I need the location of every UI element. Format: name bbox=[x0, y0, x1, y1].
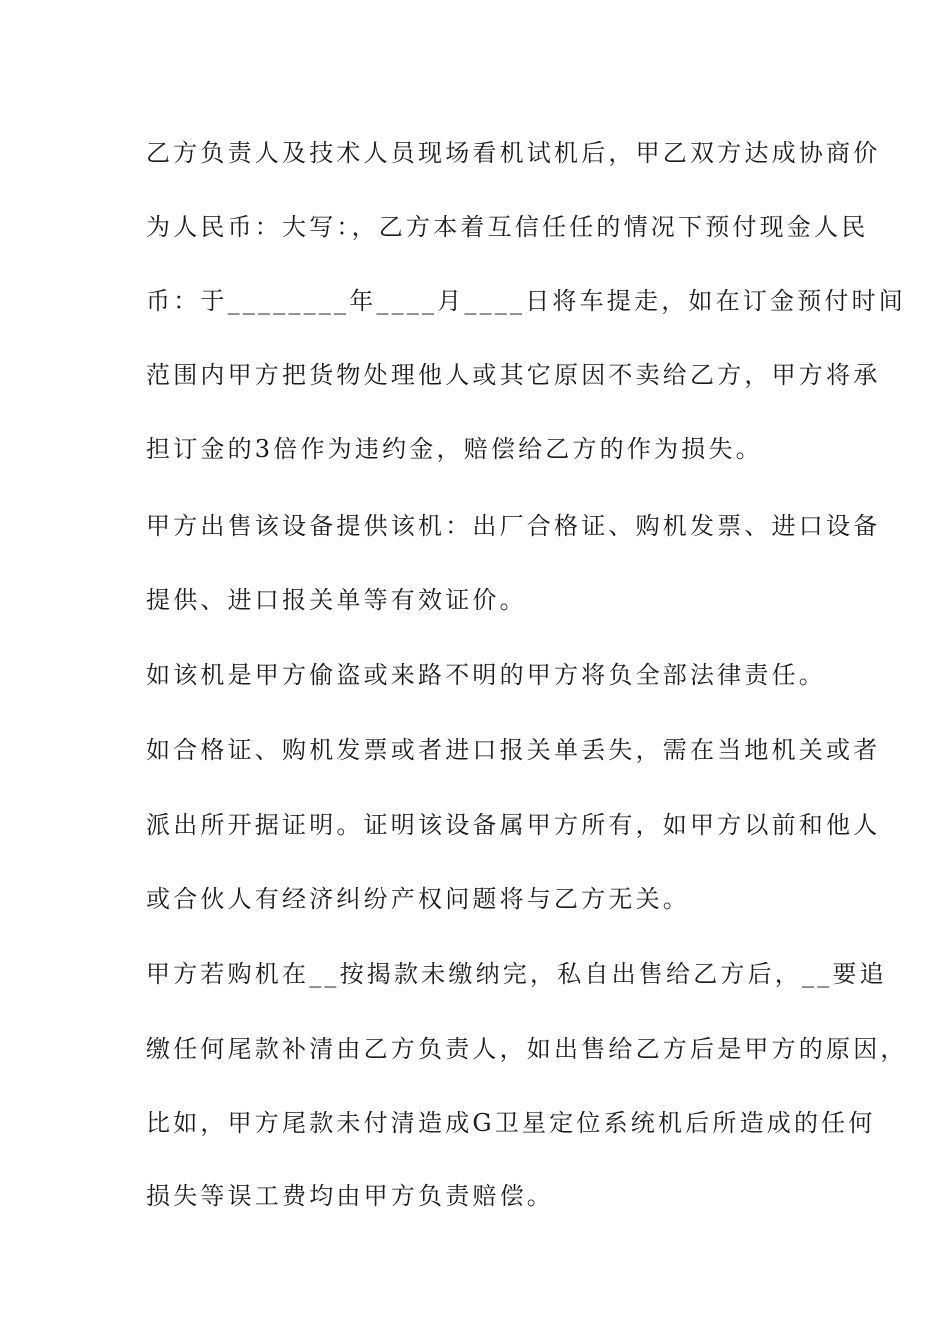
text-line-4: 范围内甲方把货物处理他人或其它原因不卖给乙方，甲方将承 bbox=[146, 361, 881, 389]
text-line-7: 提供、进口报关单等有效证价。 bbox=[146, 586, 527, 614]
text-line-5: 担订金的3倍作为违约金，赔偿给乙方的作为损失。 bbox=[146, 435, 763, 463]
text-line-14: 比如，甲方尾款未付清造成G卫星定位系统机后所造成的任何 bbox=[146, 1109, 876, 1137]
text-line-15: 损失等误工费均由甲方负责赔偿。 bbox=[146, 1182, 554, 1210]
text-line-6: 甲方出售该设备提供该机：出厂合格证、购机发票、进口设备 bbox=[146, 512, 881, 540]
text-line-10: 派出所开据证明。证明该设备属甲方所有，如甲方以前和他人 bbox=[146, 811, 881, 839]
text-line-12: 甲方若购机在__按揭款未缴纳完，私自出售给乙方后，__要追 bbox=[146, 960, 887, 988]
text-line-13: 缴任何尾款补清由乙方负责人，如出售给乙方后是甲方的原因， bbox=[146, 1035, 908, 1063]
text-line-1: 乙方负责人及技术人员现场看机试机后，甲乙双方达成协商价 bbox=[146, 139, 881, 167]
text-line-3: 币：于________年____月____日将车提走，如在订金预付时间 bbox=[146, 287, 906, 315]
text-line-9: 如合格证、购机发票或者进口报关单丢失，需在当地机关或者 bbox=[146, 736, 881, 764]
text-line-8: 如该机是甲方偷盗或来路不明的甲方将负全部法律责任。 bbox=[146, 661, 826, 689]
text-line-2: 为人民币：大写：，乙方本着互信任任的情况下预付现金人民 bbox=[146, 213, 869, 241]
text-line-11: 或合伙人有经济纠纷产权问题将与乙方无关。 bbox=[146, 885, 690, 913]
